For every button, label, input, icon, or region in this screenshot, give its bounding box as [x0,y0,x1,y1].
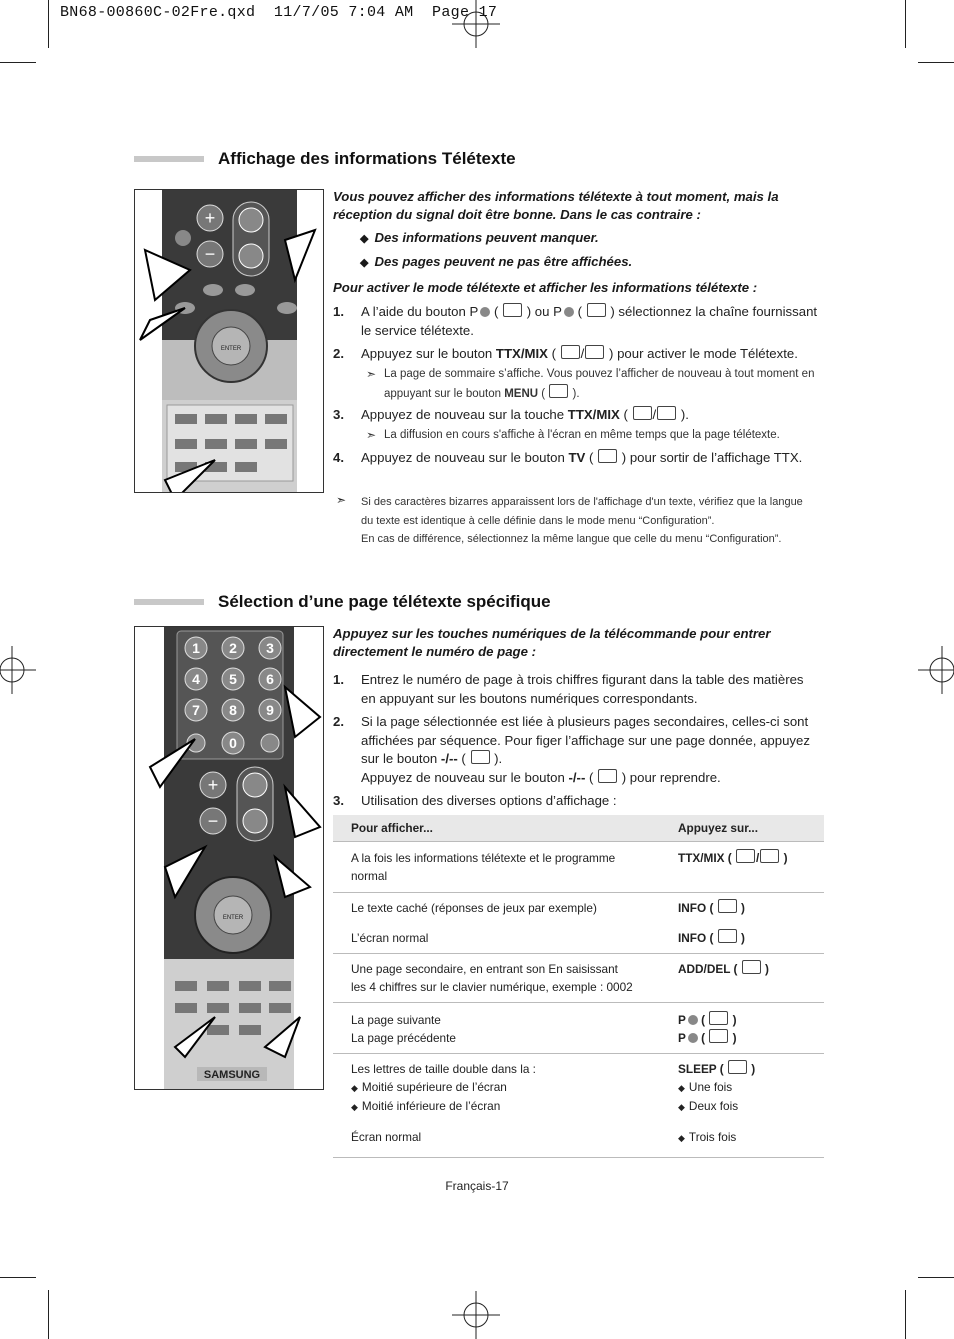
remote-control-icon [135,190,323,492]
svg-text:+: + [207,775,219,795]
step-2-text: Appuyez sur le bouton TTX/MIX ( / ) pour activer le mode Télétexte. [361,346,798,361]
crop-mark [905,1290,906,1339]
section-bar [134,156,204,162]
note-arrow-icon: ➣ [366,428,377,442]
ttx-mix-icon [585,345,604,359]
digit-label: 3 [266,640,274,656]
table-header-row [333,815,824,842]
hold-icon [598,769,617,783]
registration-mark-icon [918,646,954,694]
info-icon [718,929,737,943]
crop-mark [918,1277,954,1278]
crop-mark [48,0,49,48]
registration-mark-icon [0,646,36,694]
digit-label: 7 [192,702,200,718]
table-header-cell: Appuyez sur... [660,815,824,842]
hold-icon [471,750,490,764]
digit-label: 8 [229,702,237,718]
section1-title: Affichage des informations Télétexte [218,149,516,168]
digit-label: 2 [229,640,237,656]
digit-label: 9 [266,702,274,718]
step-number: 1. [333,672,344,687]
table-row: Le texte caché (réponses de jeux par exemple) L’écran normal INFO ( ) INFO ( ) [333,893,824,954]
section2-step-1: Entrez le numéro de page à trois chiffres figurant dans la table des matières en appuyant sur les boutons numériques correspondants. [361,672,804,706]
step-number: 2. [333,714,344,729]
step-3-text: Appuyez de nouveau sur la touche TTX/MIX ( / ). [361,407,689,422]
final-note: Si des caractères bizarres apparaissent lors de l'affichage d'un texte, vérifiez que la langue du texte est identique à celle définie dans le mode menu “Configuration”. En cas de différence, sélectionnez la même langue que celle du menu “Configuration”. [361,496,803,545]
info-icon [718,899,737,913]
step-number: 2. [333,346,344,361]
sleep-icon [728,1060,747,1074]
enter-label: ENTER [222,915,244,921]
step-number: 4. [333,450,344,465]
menu-icon [549,384,568,398]
p-up-icon [688,1015,698,1025]
brand-label: SAMSUNG [203,1069,261,1081]
ttx-mix-icon [561,345,580,359]
svg-text:+: + [204,208,216,228]
crop-mark [0,1277,36,1278]
table-end-row [333,1158,824,1159]
note-step-2: ➣ La page de sommaire s’affiche. Vous pouvez l’afficher de nouveau à tout moment en appuyant sur le bouton MENU ( ). [366,367,815,400]
bullet-item: ◆ Des pages peuvent ne pas être affichées. [360,254,632,269]
p-down-icon [564,307,574,317]
remote-control-icon [135,627,323,1089]
enter-label: ENTER [220,346,242,352]
remote-illustration-1 [134,189,324,493]
table-header-cell: Pour afficher... [333,815,660,842]
step-4-text: Appuyez de nouveau sur le bouton TV ( ) pour sortir de l’affichage TTX. [361,450,803,465]
diamond-bullet-icon: ◆ [351,1083,358,1093]
tv-icon [598,449,617,463]
prev-page-icon [709,1029,728,1043]
crop-mark [918,62,954,63]
step-number: 1. [333,304,344,319]
ttx-mix-icon [760,849,779,863]
ttx-mix-icon [736,849,755,863]
crop-mark [0,62,36,63]
add-del-icon [742,960,761,974]
section-bar [134,599,204,605]
ttx-mix-icon [657,406,676,420]
final-note-arrow-icon: ➣ [336,493,347,507]
crop-mark [48,1290,49,1339]
remote-illustration-2 [134,626,324,1090]
digit-label: 4 [192,671,200,687]
digit-label: 1 [192,640,200,656]
display-options-table [333,815,824,1158]
print-header: BN68-00860C-02Fre.qxd 11/7/05 7:04 AM Page 17 [60,4,498,21]
crop-mark [905,0,906,48]
section2-title: Sélection d’une page télétexte spécifique [218,592,551,611]
bullet-item: ◆ Des informations peuvent manquer. [360,230,599,245]
note-arrow-icon: ➣ [366,367,377,381]
svg-text:−: − [207,811,219,831]
registration-mark-icon [452,1291,500,1339]
section1-intro: Vous pouvez afficher des informations télétexte à tout moment, mais la réception du signal doit être bonne. Dans le cas contraire : [333,189,779,222]
diamond-bullet-icon: ◆ [678,1133,685,1143]
diamond-bullet-icon: ◆ [351,1102,358,1112]
svg-text:−: − [204,244,216,264]
table-row: Une page secondaire, en entrant son En saisissant les 4 chiffres sur le clavier numérique, exemple : 0002 ADD/DEL ( ) [333,954,824,1003]
step-number: 3. [333,793,344,808]
note-step-3: ➣ La diffusion en cours s'affiche à l'écran en même temps que la page télétexte. [366,426,826,445]
page-footer: Français-17 [445,1179,509,1193]
p-up-icon [480,307,490,317]
digit-label: 5 [229,671,237,687]
digit-label: 0 [229,735,237,751]
ttx-mix-icon [633,406,652,420]
step-1-text: A l’aide du bouton P ( ) ou P ( ) sélectionnez la chaîne fournissant le service télétexte. [361,304,818,338]
table-row: A la fois les informations télétexte et le programme normal TTX/MIX ( / ) [333,842,824,893]
section1-subheading: Pour activer le mode télétexte et afficher les informations télétexte : [333,280,758,295]
diamond-bullet-icon: ◆ [678,1083,685,1093]
diamond-bullet-icon: ◆ [678,1102,685,1112]
section2-intro: Appuyez sur les touches numériques de la télécommande pour entrer directement le numéro de page : [333,626,771,659]
teletext-icon [587,303,606,317]
step-number: 3. [333,407,344,422]
next-page-icon [709,1011,728,1025]
section2-step-3: Utilisation des diverses options d’affichage : [361,793,617,808]
p-down-icon [688,1033,698,1043]
table-row: La page suivante La page précédente P ( ) P ( ) [333,1003,824,1054]
table-row: Les lettres de taille double dans la : ◆ Moitié supérieure de l’écran ◆ Moitié inférieure de l’écran Écran normal SLEEP ( ) ◆ Une fois ◆ Deux fois ◆ Trois fois [333,1054,824,1158]
section2-step-2: Si la page sélectionnée est liée à plusieurs pages secondaires, celles-ci sont affichées par séquence. Pour figer l’affichage sur une page donnée, appuyez sur le bouton -/-- ( ). Appuyez de nouveau sur le bouton -/-- ( ) pour reprendre. [361,714,810,785]
digit-label: 6 [266,671,274,687]
teletext-icon [503,303,522,317]
